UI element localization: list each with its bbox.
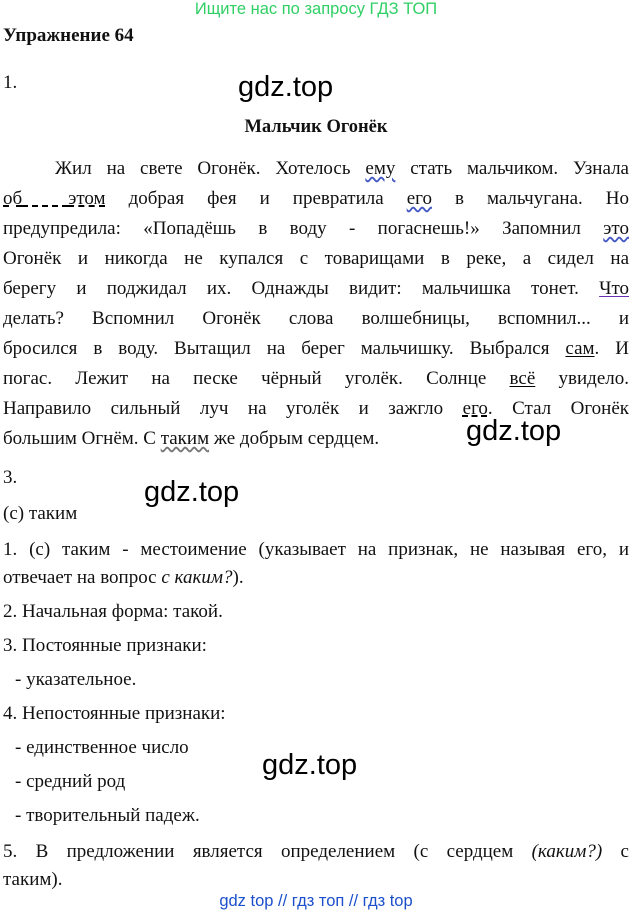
footer-links[interactable]: gdz top // гдз топ // гдз top xyxy=(219,892,413,910)
story-line-10: большим Огнём. С таким же добрым сердцем. xyxy=(3,428,380,449)
part1-number: 1. xyxy=(3,72,18,93)
word-eto: это xyxy=(603,218,629,239)
watermark: gdz.top xyxy=(466,415,562,447)
analysis-item-4: 4. Непостоянные признаки: xyxy=(3,703,226,724)
story-line-4: Огонёк и никогда не купался с товарищами в реке, а сидел на xyxy=(3,248,629,269)
top-banner: Ищите нас по запросу ГДЗ ТОП xyxy=(194,0,438,18)
word-vsyo: всё xyxy=(509,368,536,389)
parsed-phrase: (с) таким xyxy=(3,503,78,524)
question-italic: с каким? xyxy=(161,567,233,588)
watermark: gdz.top xyxy=(238,71,334,103)
story-line-9: Направило сильный луч на уголёк и зажгло его. Стал Огонёк xyxy=(3,398,629,419)
story-line-1: Жил на свете Огонёк. Хотелось ему стать мальчиком. Узнала xyxy=(55,158,629,179)
story-line-6: делать? Вспомнил Огонёк слова волшебницы, вспомнил... и xyxy=(3,308,629,329)
word-etom: этом xyxy=(68,188,106,209)
analysis-item-4-sub-3: - творительный падеж. xyxy=(15,805,200,826)
word-ob: об xyxy=(3,188,23,209)
analysis-item-1: 1. (с) таким - местоимение (указывает на признак, не называя его, и xyxy=(3,539,629,560)
word-ego-1: его xyxy=(406,188,432,209)
word-sam: сам xyxy=(565,338,595,359)
story-line-3: предупредила: «Попадёшь в воду - погаснешь!» Запомнил это xyxy=(3,218,629,239)
watermark: gdz.top xyxy=(144,476,240,508)
analysis-item-4-sub-2: - средний род xyxy=(15,771,126,792)
analysis-item-3-sub-1: - указательное. xyxy=(15,669,137,690)
analysis-item-5: 5. В предложении является определением (с сердцем (каким?) с xyxy=(3,841,629,862)
analysis-item-1-cont: отвечает на вопрос с каким?). xyxy=(3,567,244,588)
question-italic: (каким?) xyxy=(531,841,603,862)
analysis-item-5-cont: таким). xyxy=(3,869,63,890)
story-line-2: об этом добрая фея и превратила его в мальчугана. Но xyxy=(3,188,629,209)
word-ego-2: его xyxy=(462,398,488,419)
word-chto: Что xyxy=(599,278,629,299)
exercise-title: Упражнение 64 xyxy=(3,25,134,46)
story-line-7: бросился в воду. Вытащил на берег мальчишку. Выбрался сам. И xyxy=(3,338,629,359)
watermark: gdz.top xyxy=(262,749,358,781)
word-takim: таким xyxy=(160,428,210,449)
story-title: Мальчик Огонёк xyxy=(244,117,388,137)
part3-number: 3. xyxy=(3,467,18,488)
analysis-item-2: 2. Начальная форма: такой. xyxy=(3,601,223,622)
analysis-item-3: 3. Постоянные признаки: xyxy=(3,635,207,656)
story-line-8: погас. Лежит на песке чёрный уголёк. Солнце всё увидело. xyxy=(3,368,629,389)
analysis-item-4-sub-1: - единственное число xyxy=(15,737,189,758)
word-emu: ему xyxy=(365,158,396,179)
story-line-5: берегу и поджидал их. Однажды видит: мальчишка тонет. Что xyxy=(3,278,629,299)
